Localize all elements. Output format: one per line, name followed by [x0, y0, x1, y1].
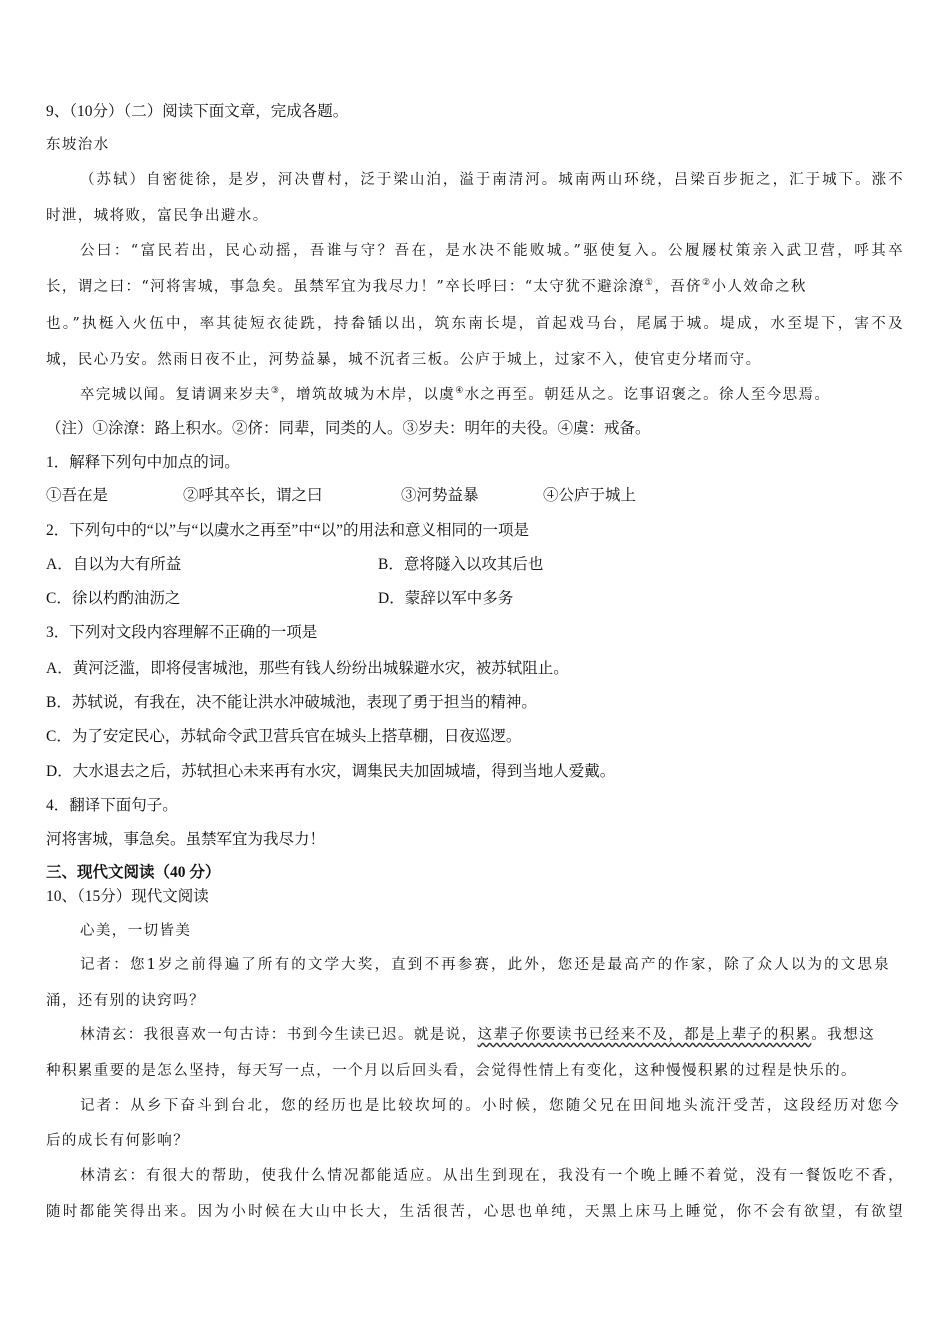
- q10-paragraph-3-line-1: 记者：从乡下奋斗到台北，您的经历也是比较坎坷的。小时候，您随父兄在田间地头流汗受苦，这段经历对您今: [80, 1098, 900, 1114]
- q10-paragraph-1-line-1: 记者：您1岁之前得遍了所有的文学大奖，直到不再参赛，此外，您还是最高产的作家，除了众人以为的文思泉: [80, 957, 890, 973]
- footnote-marker-4: ④: [455, 386, 465, 397]
- q10-paragraph-3-line-2: 后的成长有何影响？: [46, 1133, 190, 1149]
- q10-title: 心美，一切皆美: [80, 923, 192, 939]
- q9-paragraph-2-line-2: [46, 277, 807, 297]
- footnote-marker-1: ①: [644, 278, 655, 289]
- q9-paragraph-2-line-4: 城，民心乃安。然雨日夜不止，河势益暴，城不沉者三板。公庐于城上，过家不入，使官吏分堵而守。: [46, 352, 762, 368]
- q9-p3-text-b: ，增筑故城为木岸，以虞: [280, 387, 456, 403]
- q9-header: 9、（10分）（二）阅读下面文章，完成各题。: [46, 103, 349, 120]
- q9-paragraph-2-line-3: 也。”执梃入火伍中，率其徒短衣徒跣，持畚锸以出，筑东南长堤，首起戏马台，尾属于城。堤成，水至堤下，害不及: [46, 316, 904, 332]
- q10-paragraph-2-line-2: 种积累重要的是怎么坚持，每天写一点，一个月以后回头看，会觉得性情上有变化，这种慢慢积累的过程是快乐的。: [46, 1063, 857, 1079]
- q9-paragraph-1-line-2: 时泄，城将败，富民争出避水。: [46, 208, 269, 224]
- footnote-marker-3: ③: [270, 386, 281, 397]
- q9-p2-text-b: ，吾侪: [654, 279, 703, 295]
- footnote-marker-2: ②: [702, 278, 712, 289]
- q9-paragraph-2-line-1: 公曰：“富民若出，民心动摇，吾谁与守？吾在，是水决不能败城。”驱使复入。公履屦杖策亲入武卫营，呼其卒: [80, 243, 904, 259]
- q9-sub2-option-a: A．自以为大有所益: [46, 556, 182, 573]
- q9-sub1-item-3: ③河势益暴: [401, 487, 479, 504]
- q9-p2-text-a: 长，谓之曰：“河将害城，事急矣。虽禁军宜为我尽力！”卒长呼曰：“太守犹不避涂潦: [46, 279, 645, 295]
- q10-p2-underlined-text: 这辈子你要读书已经来不及，都是上辈子的积累: [477, 1027, 812, 1043]
- q9-sub3-option-c: C．为了安定民心，苏轼命令武卫营兵官在城头上搭草棚，日夜巡逻。: [46, 728, 522, 745]
- q9-sub1-item-4: ④公庐于城上: [543, 487, 637, 504]
- q9-sub2-option-c: C．徐以杓酌油沥之: [46, 590, 181, 607]
- q9-sub4-prompt: 4．翻译下面句子。: [46, 797, 178, 814]
- q9-sub3-prompt: 3．下列对文段内容理解不正确的一项是: [46, 624, 318, 641]
- q9-title: 东坡治水: [46, 137, 110, 153]
- q10-paragraph-2-line-1: [80, 1025, 875, 1045]
- q9-sub4-sentence: 河将害城，事急矣。虽禁军宜为我尽力！: [46, 831, 326, 848]
- q10-paragraph-4-line-1: 林清玄：有很大的帮助，使我什么情况都能适应。从出生到现在，我没有一个晚上睡不着觉，没有一餐饭吃不香，: [80, 1168, 904, 1184]
- q9-sub1-item-1: ①吾在是: [46, 487, 109, 504]
- q10-header: 10、（15分）现代文阅读: [46, 888, 209, 905]
- q9-p3-text-a: 卒完城以闻。复请调来岁夫: [80, 387, 271, 403]
- q9-p2-text-c: 小人效命之秋: [711, 279, 807, 295]
- q10-p2-text-b: 。我想这: [811, 1027, 876, 1043]
- q9-sub2-option-b: B．意将隧入以攻其后也: [378, 556, 544, 573]
- q9-sub1-item-2: ②呼其卒长，谓之曰: [183, 487, 323, 504]
- q9-footnotes: （注）①涂潦：路上积水。②侪：同辈，同类的人。③岁夫：明年的夫役。④虞：戒备。: [46, 420, 651, 437]
- q9-sub2-option-d: D．蒙辞以军中多务: [378, 590, 514, 607]
- q9-p3-text-c: 水之再至。朝廷从之。讫事诏褒之。徐人至今思焉。: [464, 387, 831, 403]
- section-heading-modern-reading: 三、现代文阅读（40 分）: [46, 864, 221, 881]
- q9-sub3-option-d: D．大水退去之后，苏轼担心未来再有水灾，调集民夫加固城墙，得到当地人爱戴。: [46, 763, 616, 780]
- q9-paragraph-1-line-1: （苏轼）自密徙徐，是岁，河决曹村，泛于梁山泊，溢于南清河。城南两山环绕，吕梁百步扼之，汇于城下。涨不: [80, 172, 904, 188]
- q9-sub3-option-a: A．黄河泛滥，即将侵害城池，那些有钱人纷纷出城躲避水灾，被苏轼阻止。: [46, 660, 569, 677]
- q10-paragraph-4-line-2: 随时都能笑得出来。因为小时候在大山中长大，生活很苦，心思也单纯，天黑上床马上睡觉，你不会有欲望，有欲望: [46, 1204, 904, 1220]
- q9-sub2-prompt: 2．下列句中的“以”与“以虞水之再至”中“以”的用法和意义相同的一项是: [46, 522, 530, 539]
- q10-paragraph-1-line-2: 涌，还有别的诀窍吗？: [46, 993, 205, 1009]
- q9-sub3-option-b: B．苏轼说，有我在，决不能让洪水冲破城池，表现了勇于担当的精神。: [46, 694, 537, 711]
- q10-p2-text-a: 林清玄：我很喜欢一句古诗：书到今生读已迟。就是说，: [80, 1027, 478, 1043]
- q9-sub1-prompt: 1．解释下列句中加点的词。: [46, 454, 240, 471]
- q9-paragraph-3: [80, 385, 830, 405]
